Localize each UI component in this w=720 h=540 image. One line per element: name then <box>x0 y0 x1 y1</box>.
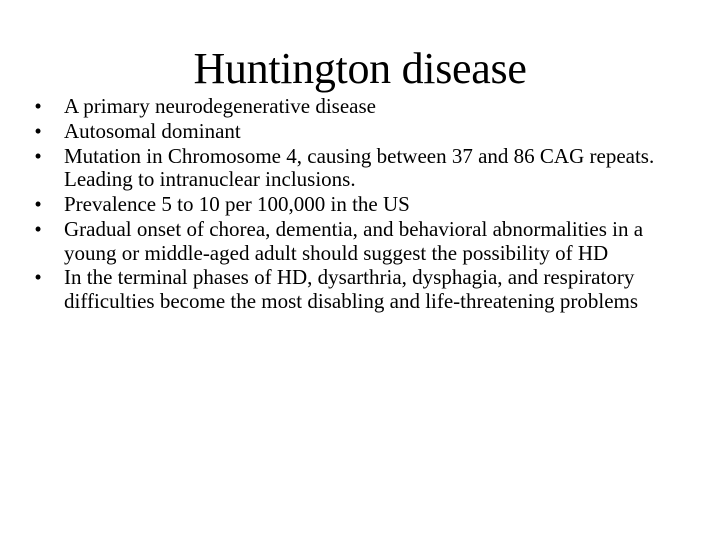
bullet-item <box>28 193 696 217</box>
bullet-item <box>28 120 696 144</box>
bullet-text: Prevalence 5 to 10 per 100,000 in the US <box>64 192 410 217</box>
slide-title: Huntington disease <box>193 44 527 93</box>
bullet-list <box>28 95 696 315</box>
bullet-item <box>28 266 696 313</box>
bullet-dot-icon: • <box>34 192 42 217</box>
bullet-dot-icon: • <box>34 143 42 168</box>
bullet-text: A primary neurodegenerative disease <box>64 94 376 118</box>
bullet-item <box>28 95 696 119</box>
bullet-dot-icon: • <box>34 217 42 242</box>
bullet-dot-icon: • <box>34 94 42 118</box>
bullet-text: Gradual onset of chorea, dementia, and behavioral abnormalities in a young or middle-aged adult should suggest the possibility of HD <box>64 217 644 265</box>
bullet-dot-icon: • <box>34 265 42 290</box>
bullet-item <box>28 218 696 265</box>
bullet-item <box>28 145 696 192</box>
bullet-dot-icon: • <box>34 118 42 143</box>
bullet-text: Mutation in Chromosome 4, causing between 37 and 86 CAG repeats. Leading to intranuclear inclusions. <box>64 143 655 192</box>
bullet-text: In the terminal phases of HD, dysarthria, dysphagia, and respiratory difficulties become the most disabling and life-threatening problems <box>64 265 639 313</box>
bullet-text: Autosomal dominant <box>64 118 241 143</box>
